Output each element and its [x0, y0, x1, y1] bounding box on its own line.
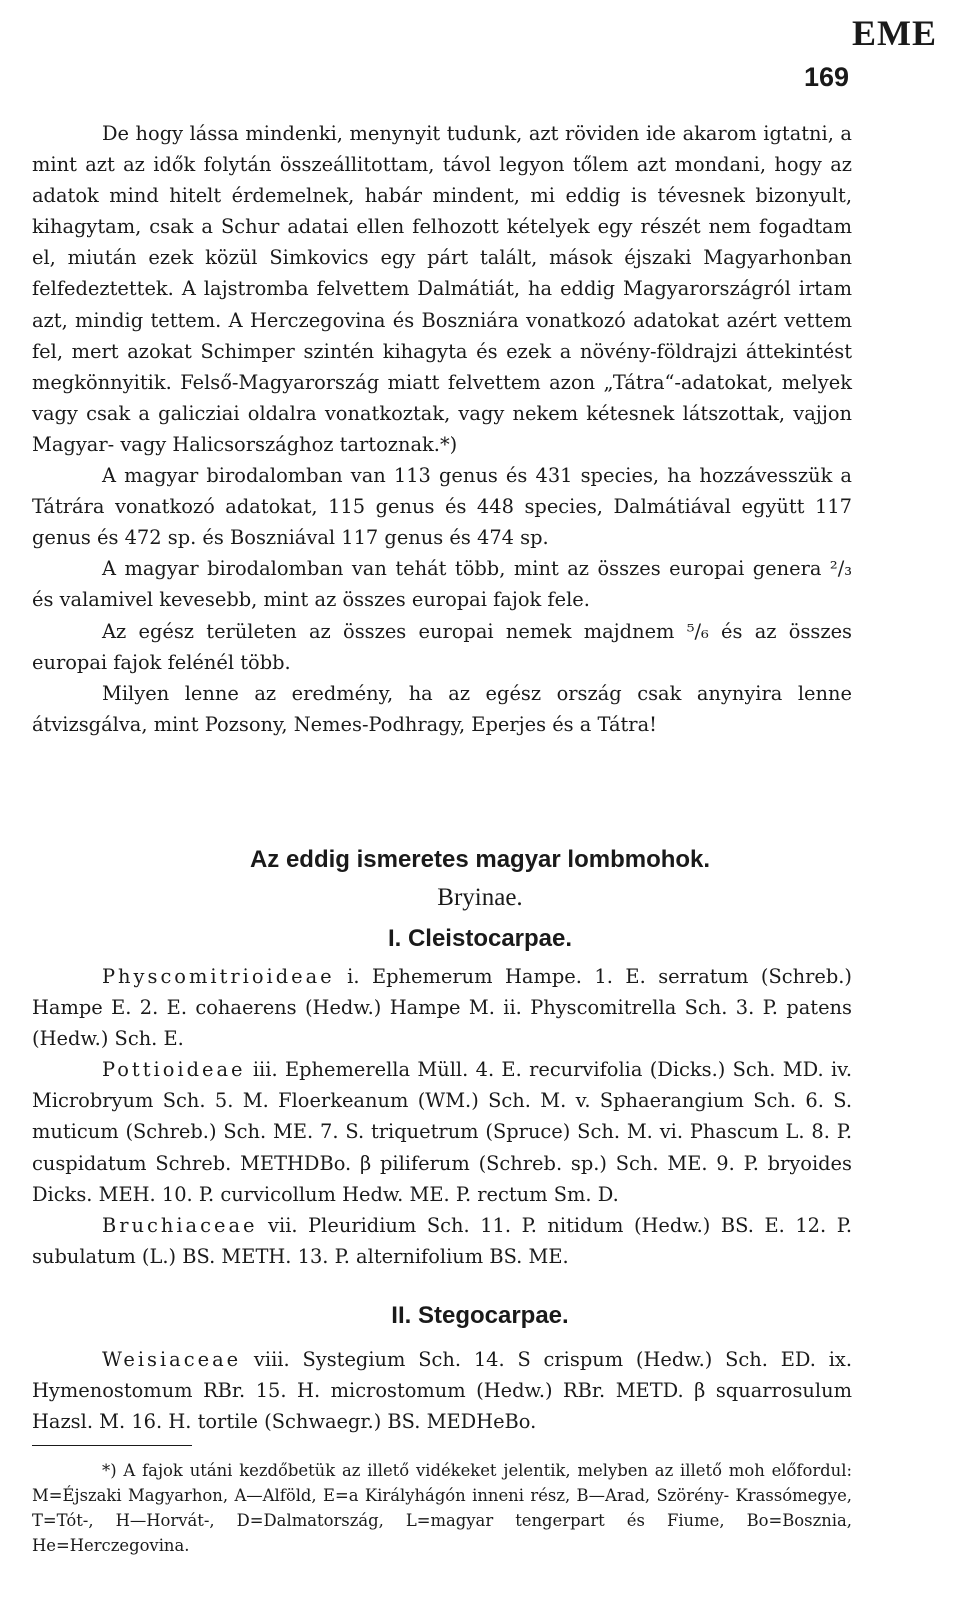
main-heading: Az eddig ismeretes magyar lombmohok.: [249, 846, 711, 873]
family-name: Pottioideae: [102, 1058, 246, 1082]
list-item: [32, 1054, 852, 1209]
family-name: Bruchiaceae: [102, 1213, 258, 1237]
family-name: Physcomitrioideae: [102, 965, 335, 988]
species-entries: iii. Ephemerella Müll. 4. E. recurvifolia (Dicks.) Sch. MD. iv. Microbryum Sch. 5. M. Floerkeanum (WM.) Sch. M. v. Sphaerangium Sch. 6. S. muticum (Schreb.) Sch. ME. 7. S. triquetrum (Spruce) Sch. M. vi. Phascum L. 8. P. cuspidatum Schreb. METHDBo. β piliferum (Schreb. sp.) Sch. ME. 9. P. bryoides Dicks. MEH. 10. P. curvicollum Hedw. ME. P. rectum Sm. D.: [32, 1058, 852, 1206]
list-item: [32, 1344, 852, 1437]
paragraph-2: A magyar birodalomban van 113 genus és 431 species, ha hozzávesszük a Tátrára vonatkozó adatokat, 115 genus és 448 species, Dalmátiával együtt 117 genus és 472 sp. és Boszniával 117 genus és 474 sp.: [32, 464, 852, 550]
species-list-cleistocarpae: [32, 961, 852, 1272]
species-entries: viii. Systegium Sch. 14. S crispum (Hedw.) Sch. ED. ix. Hymenostomum RBr. 15. H. microstomum (Hedw.) RBr. METD. β squarrosulum Hazsl. M. 16. H. tortile (Schwaegr.) BS. MEDHeBo.: [32, 1348, 852, 1434]
paragraph-1: De hogy lássa mindenki, menynyit tudunk, azt röviden ide akarom igtatni, a mint azt az idők folytán összeállitottam, távol legyon tőlem azt mondani, hogy az adatok mind hitelt érdemelnek, habár mindent, mi eddig is tévesnek bizonyult, kihagytam, csak a Schur adatai ellen felhozott kételyek egy részét nem fogadtam el, miután ezek közül Simkovics egy párt talált, mások éjszaki Magyarhonban felfedeztettek. A lajstromba felvettem Dalmátiát, ha eddig Magyarországról irtam azt, mindig tettem. A Herczegovina és Boszniára vonatkozó adatokat azért vettem fel, mert azokat Schimper szintén kihagyta és ezek a növény-földrajzi áttekintést megkönnyitik. Felső-Magyarország miatt felvettem azon „Tátra“-adatokat, melyek vagy csak a galicziai oldalra vonatkoztak, vagy nekem kétesnek látszottak, vajjon Magyar- vagy Halicsországhoz tartoznak.*): [32, 122, 852, 456]
library-watermark: EME: [852, 13, 938, 53]
list-item: [32, 961, 852, 1054]
paragraph-4: Az egész területen az összes europai nemek majdnem ⁵/₆ és az összes europai fajok felénél több.: [32, 619, 852, 674]
list-item: [32, 1210, 852, 1272]
section-heading-stegocarpae: II. Stegocarpae.: [391, 1302, 569, 1329]
page-number: 169: [804, 62, 850, 92]
group-heading: Bryinae.: [437, 884, 523, 911]
footnote: [32, 1458, 852, 1558]
footnote-text: *) A fajok utáni kezdőbetük az illető vidékeket jelentik, melyben az illető moh előfordul: M=Éjszaki Magyarhon, A—Alföld, E=a Királyhágón inneni rész, B—Arad, Szörény- Krassómegye, T=Tót-, H—Horvát-, D=Dalmatország, L=magyar tengerpart és Fiume, Bo=Bosznia, He=Herczegovina.: [32, 1461, 852, 1555]
paragraph-5: Milyen lenne az eredmény, ha az egész ország csak anynyira lenne átvizsgálva, mint Pozsony, Nemes-Podhragy, Eperjes és a Tátra!: [32, 681, 852, 736]
family-name: Weisiaceae: [102, 1348, 242, 1371]
species-entries: i. Ephemerum Hampe. 1. E. serratum (Schreb.) Hampe E. 2. E. cohaerens (Hedw.) Hampe M. ii. Physcomitrella Sch. 3. P. patens (Hedw.) Sch. E.: [32, 965, 852, 1051]
footnote-divider: [32, 1445, 192, 1446]
section-heading-cleistocarpae: I. Cleistocarpae.: [387, 925, 573, 952]
body-text: [32, 118, 852, 740]
paragraph-3: A magyar birodalomban van tehát több, mint az összes europai genera ²/₃ és valamivel kevesebb, mint az összes europai fajok fele.: [32, 557, 852, 612]
species-entries: vii. Pleuridium Sch. 11. P. nitidum (Hedw.) BS. E. 12. P. subulatum (L.) BS. METH. 13. P. alternifolium BS. ME.: [32, 1213, 852, 1268]
species-list-stegocarpae: [32, 1344, 852, 1437]
